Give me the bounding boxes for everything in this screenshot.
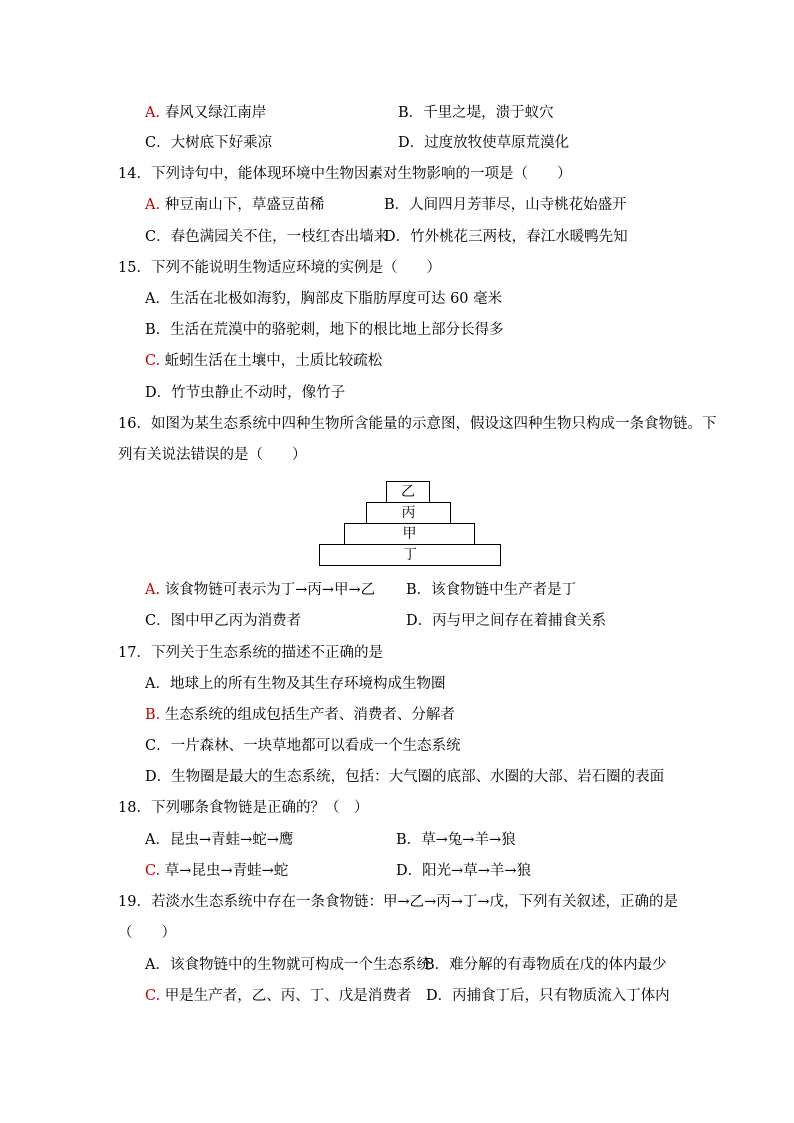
pyramid-level-4: 丁 bbox=[319, 544, 501, 566]
answer-letter: C. bbox=[145, 353, 161, 369]
option-text: 甲是生产者，乙、丙、丁、戊是消费者 bbox=[164, 988, 412, 1004]
option-text: 该食物链可表示为丁→丙→甲→乙 bbox=[164, 582, 376, 598]
q13-option-b: B．千里之堤，溃于蚁穴 bbox=[398, 105, 554, 121]
q19-option-a: A．该食物链中的生物就可构成一个生态系统 bbox=[145, 957, 431, 973]
q17-option-a: A．地球上的所有生物及其生存环境构成生物圈 bbox=[145, 676, 446, 692]
q15-option-b: B．生活在荒漠中的骆驼刺，地下的根比地上部分长得多 bbox=[145, 322, 504, 338]
q13-option-d: D．过度放牧使草原荒漠化 bbox=[398, 135, 570, 151]
q16-option-c: C．图中甲乙丙为消费者 bbox=[145, 613, 302, 629]
q15-stem: 15．下列不能说明生物适应环境的实例是（ ） bbox=[118, 260, 441, 276]
q14-option-c: C．春色满园关不住，一枝红杏出墙来 bbox=[145, 229, 389, 245]
q15-option-c bbox=[145, 351, 382, 371]
q14-stem: 14．下列诗句中，能体现环境中生物因素对生物影响的一项是（ ） bbox=[118, 166, 572, 182]
answer-letter: A. bbox=[145, 197, 161, 213]
pyramid-level-2: 丙 bbox=[366, 502, 451, 524]
q17-option-b bbox=[145, 705, 455, 725]
q16-option-a bbox=[145, 580, 375, 600]
q14-option-d: D．竹外桃花三两枝，春江水暖鸭先知 bbox=[384, 229, 628, 245]
q17-option-c: C．一片森林、一块草地都可以看成一个生态系统 bbox=[145, 738, 461, 754]
answer-letter: A. bbox=[145, 582, 161, 598]
q15-option-a: A．生活在北极如海豹，胸部皮下脂肪厚度可达 60 毫米 bbox=[145, 291, 503, 307]
q13-option-c: C．大树底下好乘凉 bbox=[145, 135, 273, 151]
option-text: 生态系统的组成包括生产者、消费者、分解者 bbox=[164, 707, 455, 723]
pyramid-level-1: 乙 bbox=[386, 481, 430, 503]
q15-option-d: D．竹节虫静止不动时，像竹子 bbox=[145, 385, 346, 401]
q14-option-a bbox=[145, 195, 324, 215]
q16-stem-line2: 列有关说法错误的是（ ） bbox=[118, 447, 307, 463]
q18-option-d: D．阳光→草→羊→狼 bbox=[396, 863, 532, 879]
q18-stem: 18．下列哪条食物链是正确的？（ ） bbox=[118, 800, 369, 816]
q13-option-a bbox=[145, 103, 266, 123]
q14-option-b: B．人间四月芳菲尽，山寺桃花始盛开 bbox=[384, 197, 627, 213]
q19-option-d: D．丙捕食丁后，只有物质流入丁体内 bbox=[426, 988, 670, 1004]
option-text: 春风又绿江南岸 bbox=[164, 105, 267, 121]
answer-letter: B. bbox=[145, 707, 161, 723]
option-text: 蚯蚓生活在土壤中，土质比较疏松 bbox=[164, 353, 383, 369]
q18-option-a: A．昆虫→青蛙→蛇→鹰 bbox=[145, 832, 294, 848]
q17-stem: 17．下列关于生态系统的描述不正确的是 bbox=[118, 645, 383, 661]
answer-letter: C. bbox=[145, 988, 161, 1004]
q16-option-b: B．该食物链中生产者是丁 bbox=[406, 582, 577, 598]
q16-option-d: D．丙与甲之间存在着捕食关系 bbox=[406, 613, 607, 629]
pyramid-level-3: 甲 bbox=[344, 523, 475, 545]
q18-option-c bbox=[145, 861, 288, 881]
q19-stem-line2: （ ） bbox=[118, 925, 176, 941]
q19-option-b: B．难分解的有毒物质在戊的体内最少 bbox=[424, 957, 667, 973]
answer-letter: A. bbox=[145, 105, 161, 121]
q18-option-b: B．草→兔→羊→狼 bbox=[396, 832, 516, 848]
option-text: 草→昆虫→青蛙→蛇 bbox=[164, 863, 289, 879]
option-text: 种豆南山下，草盛豆苗稀 bbox=[164, 197, 325, 213]
q17-option-d: D．生物圈是最大的生态系统，包括：大气圈的底部、水圈的大部、岩石圈的表面 bbox=[145, 769, 665, 785]
q16-stem-line1: 16．如图为某生态系统中四种生物所含能量的示意图，假设这四种生物只构成一条食物链。下 bbox=[118, 416, 717, 432]
answer-letter: C. bbox=[145, 863, 161, 879]
q19-option-c bbox=[145, 986, 411, 1006]
q19-stem-line1: 19．若淡水生态系统中存在一条食物链：甲→乙→丙→丁→戊，下列有关叙述，正确的是 bbox=[118, 894, 679, 910]
